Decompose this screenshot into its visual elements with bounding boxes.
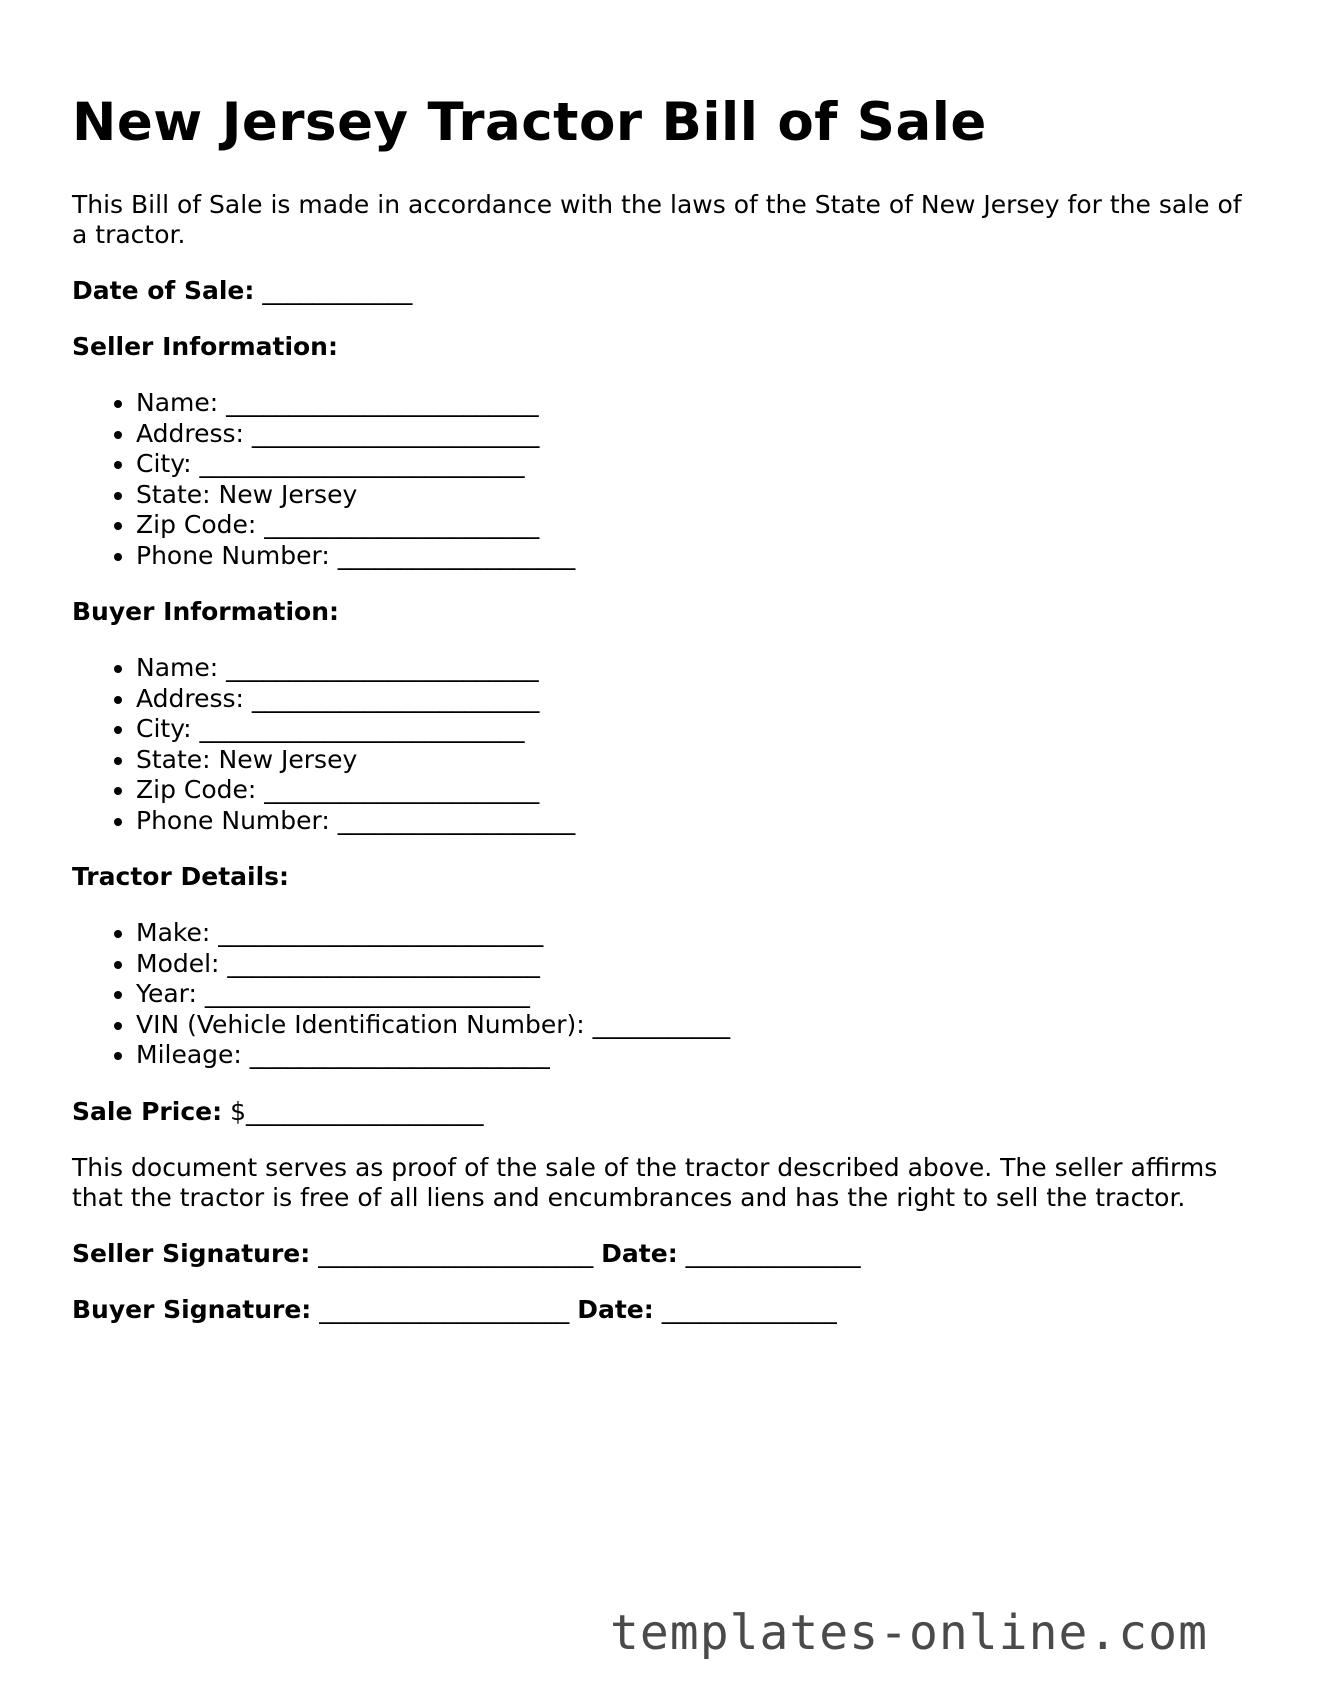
buyer-phone-item: • Phone Number: ___________________ xyxy=(136,806,1252,837)
buyer-signature-line xyxy=(72,1295,1252,1325)
tractor-vin-item: • VIN (Vehicle Identification Number): ___________ xyxy=(136,1010,1252,1041)
buyer-state-item: • State: New Jersey xyxy=(136,745,1252,776)
buyer-name-item: • Name: _________________________ xyxy=(136,653,1252,684)
seller-phone-item: • Phone Number: ___________________ xyxy=(136,541,1252,572)
seller-date-blank: ______________ xyxy=(685,1238,861,1268)
seller-information-list xyxy=(72,388,1252,571)
seller-name-item: • Name: _________________________ xyxy=(136,388,1252,419)
buyer-address-item: • Address: _______________________ xyxy=(136,684,1252,715)
buyer-date-blank: ______________ xyxy=(661,1294,837,1324)
seller-state-item: • State: New Jersey xyxy=(136,480,1252,511)
tractor-details-heading: Tractor Details: xyxy=(72,862,290,891)
sale-price-blank: $___________________ xyxy=(230,1096,484,1126)
buyer-city-item: • City: __________________________ xyxy=(136,714,1252,745)
tractor-model-item: • Model: _________________________ xyxy=(136,949,1252,980)
seller-city-item: • City: __________________________ xyxy=(136,449,1252,480)
tractor-make-item: • Make: __________________________ xyxy=(136,918,1252,949)
seller-address-item: • Address: _______________________ xyxy=(136,419,1252,450)
bill-of-sale-document xyxy=(72,90,1252,1325)
date-of-sale-blank: ____________ xyxy=(262,276,413,305)
tractor-details-list xyxy=(72,918,1252,1071)
seller-information-heading: Seller Information: xyxy=(72,332,338,361)
seller-signature-blank: ______________________ xyxy=(318,1238,594,1268)
buyer-signature-label: Buyer Signature: xyxy=(72,1294,312,1324)
seller-zip-item: • Zip Code: ______________________ xyxy=(136,510,1252,541)
tractor-year-item: • Year: __________________________ xyxy=(136,979,1252,1010)
buyer-date-label: Date: xyxy=(577,1294,654,1324)
closing-paragraph: This document serves as proof of the sale of the tractor described above. The seller affirms that the tractor is free of all liens and encumbrances and has the right to sell the tractor. xyxy=(72,1152,1218,1212)
watermark-text: templates-online.com xyxy=(610,1605,1208,1661)
sale-price-label: Sale Price: xyxy=(72,1096,223,1126)
document-title: New Jersey Tractor Bill of Sale xyxy=(72,92,987,153)
seller-date-label: Date: xyxy=(601,1238,678,1268)
buyer-zip-item: • Zip Code: ______________________ xyxy=(136,775,1252,806)
buyer-information-list xyxy=(72,653,1252,836)
intro-paragraph: This Bill of Sale is made in accordance with the laws of the State of New Jersey for the sale of a tractor. xyxy=(72,190,1242,249)
sale-price-line xyxy=(72,1097,1252,1127)
buyer-signature-blank: ____________________ xyxy=(319,1294,570,1324)
buyer-information-heading: Buyer Information: xyxy=(72,597,340,626)
seller-signature-label: Seller Signature: xyxy=(72,1238,311,1268)
date-of-sale-line xyxy=(72,276,1252,306)
seller-signature-line xyxy=(72,1239,1252,1269)
date-of-sale-label: Date of Sale: xyxy=(72,276,255,305)
tractor-mileage-item: • Mileage: ________________________ xyxy=(136,1040,1252,1071)
